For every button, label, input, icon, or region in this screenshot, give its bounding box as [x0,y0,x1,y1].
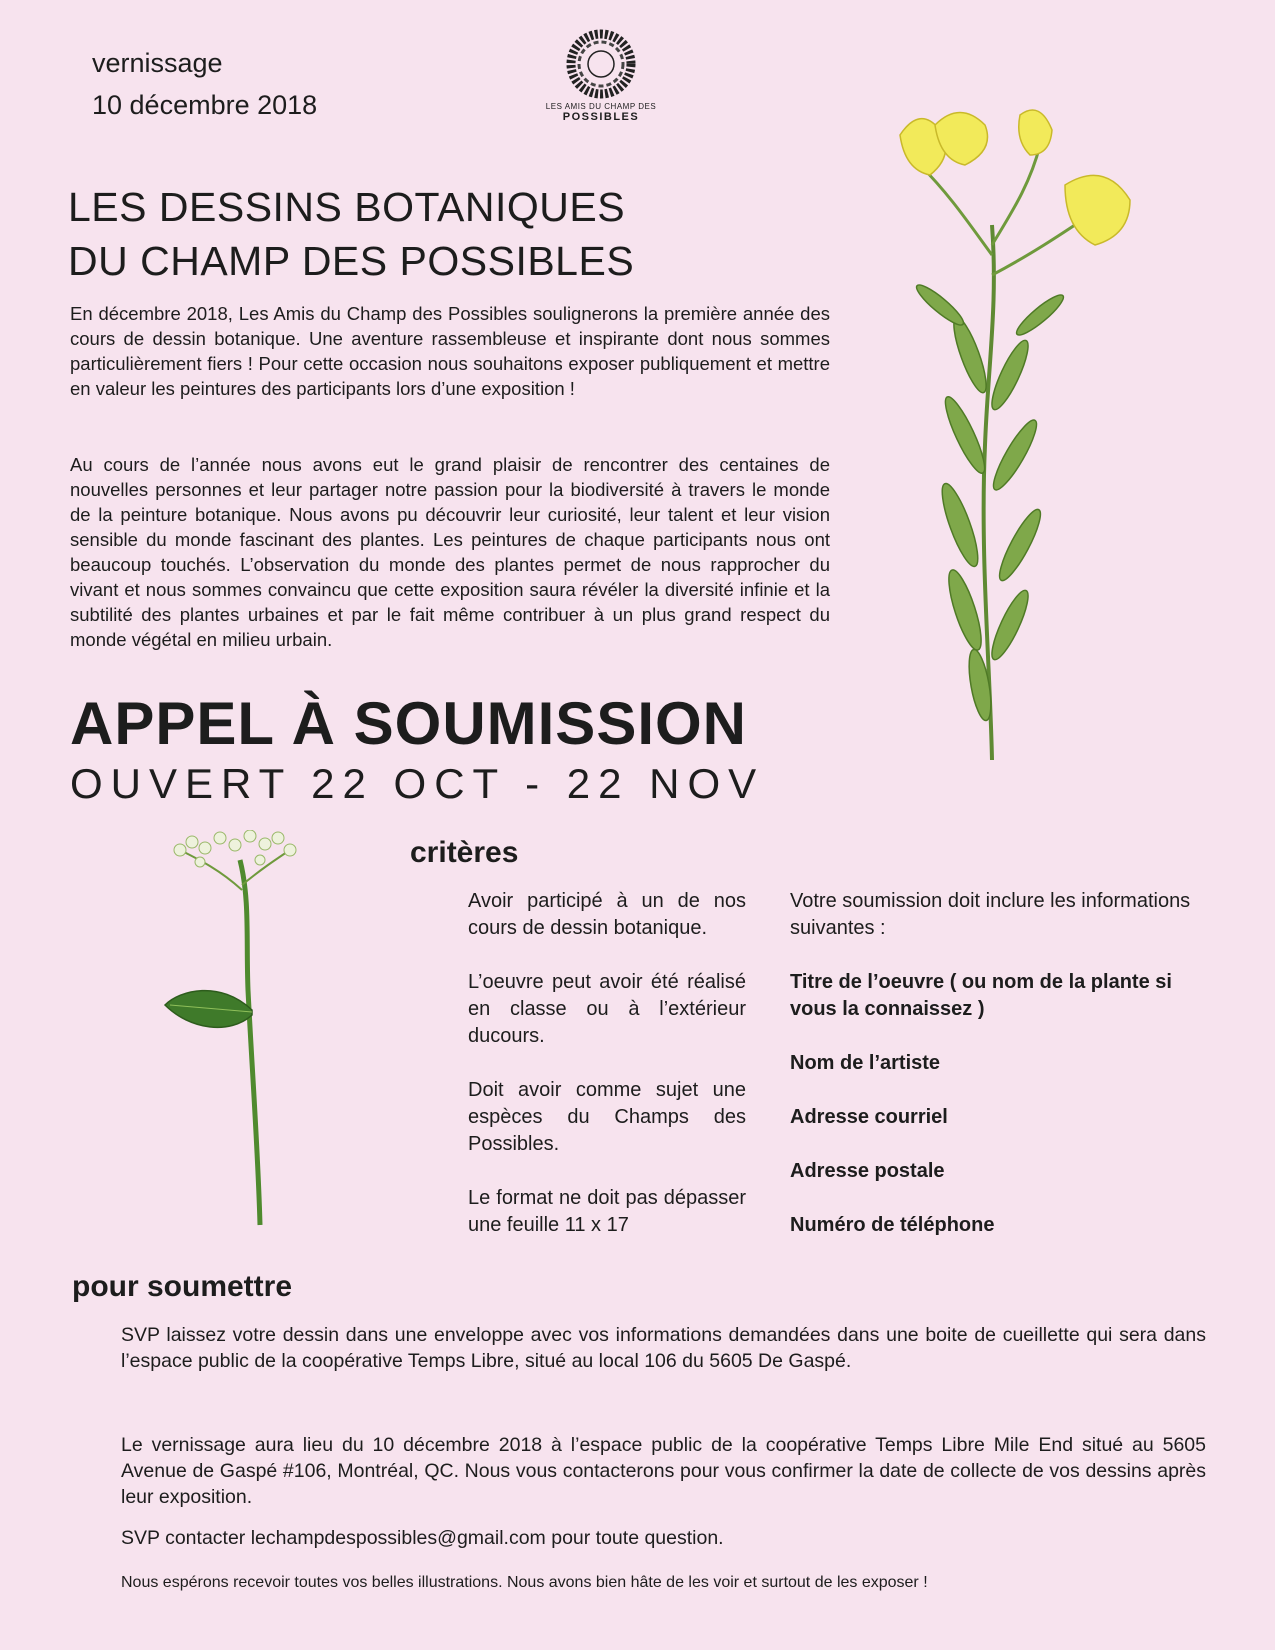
submit-paragraph-2: Le vernissage aura lieu du 10 décembre 2018 à l’espace public de la coopérative Temps Libre Mile End situé au 5605 Avenue de Gaspé #106, Montréal, QC. Nous vous contacterons pour vous confirmer la date de collecte de vos dessins après leur exposition. [121,1434,1206,1508]
submit-paragraph-1: SVP laissez votre dessin dans une enveloppe avec vos informations demandées dans une boite de cueillette qui sera dans l’espace public de la coopérative Temps Libre, situé au local 106 du 5605 De Gaspé. [121,1324,1206,1372]
closing-line: Nous espérons recevoir toutes vos belles illustrations. Nous avons bien hâte de les voir et surtout de les exposer ! [121,1574,928,1591]
circular-emblem-icon [565,28,637,100]
required-info-item: Numéro de téléphone [790,1214,995,1236]
evening-primrose-illustration [880,105,1140,775]
required-info-intro: Votre soumission doit inclure les informations suivantes : [790,890,1191,939]
required-info-item: Nom de l’artiste [790,1052,941,1074]
criteria-heading: critères [410,836,519,869]
call-heading: APPEL À SOUMISSION [70,690,748,757]
page-title [68,180,634,288]
contact-line: SVP contacter lechampdespossibles@gmail.com pour toute question. [121,1527,724,1549]
call-period: OUVERT 22 OCT - 22 NOV [70,760,765,807]
title-line2: DU CHAMP DES POSSIBLES [68,238,635,284]
intro-paragraph-2: Au cours de l’année nous avons eut le grand plaisir de rencontrer des centaines de nouvelles personnes et leur partager notre passion pour la biodiversité à travers le monde de la peinture botanique. Nous avons pu découvrir leur curiosité, leur talent et leur vision sensible du monde fascinant des plantes. Les peintures de chaque participants nous ont beaucoup touchés. L’observation du monde des plantes permet de nous rapprocher du vivant et nous sommes convaincu que cette exposition saura révéler la diversité infinie et la subtilité des plantes urbaines et par le fait même contribuer à un plus grand respect du monde végétal en milieu urbain. [70,454,830,650]
required-info-item: Titre de l’oeuvre ( ou nom de la plante si vous la connaissez ) [790,971,1172,1020]
logo-line2: POSSIBLES [562,111,640,123]
title-line1: LES DESSINS BOTANIQUES [68,184,626,230]
vernissage-block [92,42,317,126]
criteria-item: L’oeuvre peut avoir été réalisé en classe ou à l’extérieur ducours. [468,971,746,1047]
criteria-item: Doit avoir comme sujet une espèces du Champs des Possibles. [468,1079,746,1155]
logo [536,28,666,123]
criteria-list [468,888,746,1266]
submit-heading: pour soumettre [72,1270,293,1303]
logo-line1: LES AMIS DU CHAMP DES [545,102,657,111]
criteria-item: Le format ne doit pas dépasser une feuille 11 x 17 [468,1187,746,1236]
intro-paragraph-1: En décembre 2018, Les Amis du Champ des Possibles soulignerons la première année des cours de dessin botanique. Une aventure rassembleuse et inspirante dont nous sommes particulièrement fiers ! Pour cette occasion nous souhaitons exposer publiquement et mettre en valeur les peintures des participants lors d’une exposition ! [70,303,830,399]
vernissage-date: 10 décembre 2018 [92,90,318,120]
vernissage-label: vernissage [92,48,223,78]
criteria-item: Avoir participé à un de nos cours de dessin botanique. [468,890,746,939]
white-flower-plant-illustration [160,830,320,1230]
required-info [790,888,1210,1266]
required-info-item: Adresse postale [790,1160,945,1182]
required-info-item: Adresse courriel [790,1106,948,1128]
